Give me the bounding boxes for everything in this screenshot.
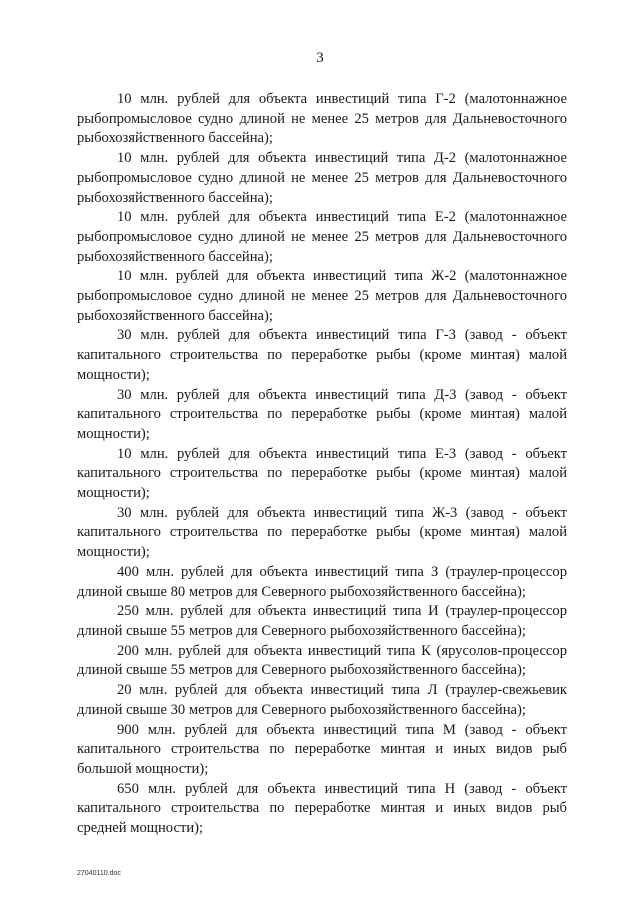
paragraph: 10 млн. рублей для объекта инвестиций типа Е-2 (малотоннажное рыбопромысловое судно длиной не менее 25 метров для Дальневосточного рыбохозяйственного бассейна);	[77, 209, 567, 265]
paragraph: 10 млн. рублей для объекта инвестиций типа Д-2 (малотоннажное рыбопромысловое судно длиной не менее 25 метров для Дальневосточного рыбохозяйственного бассейна);	[77, 150, 567, 206]
page-number: 3	[316, 50, 324, 66]
paragraph: 650 млн. рублей для объекта инвестиций типа Н (завод - объект капитального строительства по переработке минтая и иных видов рыб средней мощности);	[77, 780, 567, 837]
paragraph: 250 млн. рублей для объекта инвестиций типа И (траулер-процессор длиной свыше 55 метров для Северного рыбохозяйственного бассейна);	[77, 603, 567, 639]
file-name-footer: 27040110.doc	[77, 870, 121, 877]
paragraph: 900 млн. рублей для объекта инвестиций типа М (завод - объект капитального строительства по переработке минтая и иных видов рыб большой мощности);	[77, 721, 567, 777]
paragraph: 10 млн. рублей для объекта инвестиций типа Г-2 (малотоннажное рыбопромысловое судно длиной не менее 25 метров для Дальневосточного рыбохозяйственного бассейна);	[77, 91, 567, 147]
paragraph: 10 млн. рублей для объекта инвестиций типа Е-3 (завод - объект капитального строительства по переработке рыбы (кроме минтая) малой мощности);	[77, 445, 567, 502]
paragraph: 20 млн. рублей для объекта инвестиций типа Л (траулер-свежьевик длиной свыше 30 метров для Северного рыбохозяйственного бассейна);	[77, 682, 567, 718]
paragraph: 400 млн. рублей для объекта инвестиций типа З (траулер-процессор длиной свыше 80 метров для Северного рыбохозяйственного бассейна);	[77, 563, 567, 600]
paragraph: 10 млн. рублей для объекта инвестиций типа Ж-2 (малотоннажное рыбопромысловое судно длиной не менее 25 метров для Дальневосточного рыбохозяйственного бассейна);	[77, 268, 567, 324]
paragraph: 30 млн. рублей для объекта инвестиций типа Д-3 (завод - объект капитального строительства по переработке рыбы (кроме минтая) малой мощности);	[77, 386, 567, 442]
paragraph: 200 млн. рублей для объекта инвестиций типа К (ярусолов-процессор длиной свыше 55 метров для Северного рыбохозяйственного бассейна);	[77, 642, 567, 679]
paragraph: 30 млн. рублей для объекта инвестиций типа Ж-3 (завод - объект капитального строительства по переработке рыбы (кроме минтая) малой мощности);	[77, 504, 567, 561]
paragraph: 30 млн. рублей для объекта инвестиций типа Г-3 (завод - объект капитального строительства по переработке рыбы (кроме минтая) малой мощности);	[77, 327, 567, 383]
document-body	[77, 90, 567, 839]
